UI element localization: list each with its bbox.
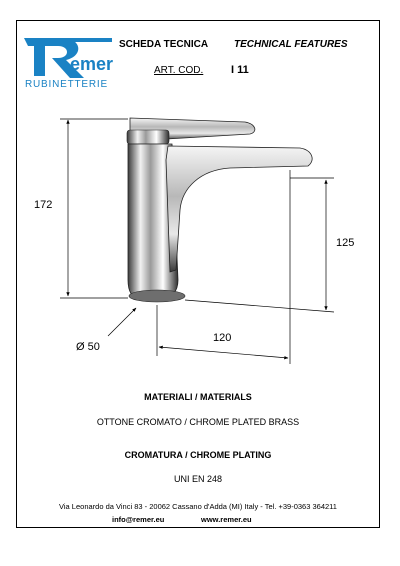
dimension-spout-reach: 120 [213, 332, 232, 344]
dimension-total-height: 172 [34, 199, 53, 211]
materials-title: MATERIALI / MATERIALS [144, 392, 252, 402]
faucet-image [127, 118, 312, 302]
materials-value: OTTONE CROMATO / CHROME PLATED BRASS [96, 417, 300, 427]
sheet-title-english: TECHNICAL FEATURES [234, 39, 348, 50]
sheet-title-italian: SCHEDA TECNICA [119, 39, 209, 50]
company-email[interactable]: info@remer.eu [112, 515, 165, 524]
brand-subtitle: RUBINETTERIE [25, 79, 108, 90]
plating-title: CROMATURA / CHROME PLATING [124, 450, 272, 460]
plating-value: UNI EN 248 [173, 474, 223, 484]
brand-logo [24, 38, 113, 78]
company-website[interactable]: www.remer.eu [201, 515, 252, 524]
dimension-base-diameter: Ø 50 [76, 341, 100, 353]
article-code-value: I 11 [231, 64, 249, 76]
dimension-spout-height: 125 [336, 237, 355, 249]
article-code-label: ART. COD. [154, 65, 204, 76]
company-address: Via Leonardo da Vinci 83 - 20062 Cassano d'Adda (MI) Italy - Tel. +39-0363 364211 [59, 502, 337, 511]
logo-wordmark: emer [70, 54, 114, 74]
